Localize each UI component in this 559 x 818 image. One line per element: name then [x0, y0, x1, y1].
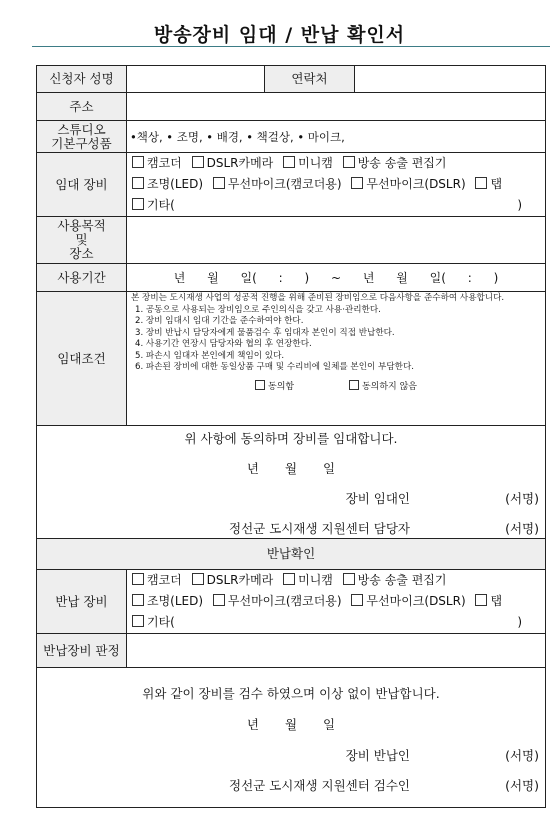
- conditions-list: [131, 305, 541, 374]
- contact-field[interactable]: [355, 66, 546, 93]
- return-option-camcorder[interactable]: 캠코더: [132, 573, 182, 587]
- checkbox-icon[interactable]: [213, 594, 225, 606]
- checkbox-icon[interactable]: [255, 380, 265, 390]
- purpose-label: 사용목적 및 장소: [37, 217, 127, 264]
- disagree-option[interactable]: 동의하지 않음: [349, 382, 417, 392]
- address-field[interactable]: [127, 93, 546, 121]
- conditions-intro: 본 장비는 도시재생 사업의 성공적 진행을 위해 준비된 장비임으로 다음사항을 준수하여 사용합니다.: [131, 293, 505, 303]
- return-option-led[interactable]: 조명(LED): [132, 594, 203, 608]
- inspector-signature[interactable]: (서명): [505, 778, 539, 793]
- renter-label: 장비 임대인: [345, 491, 410, 506]
- conditions-text: [127, 292, 546, 426]
- checkbox-icon[interactable]: [343, 156, 355, 168]
- returner-signature[interactable]: (서명): [505, 748, 539, 763]
- rental-other-close: ): [517, 198, 522, 212]
- condition-item: 6. 파손된 장비에 대한 동일상품 구매 및 수리비에 일체를 본인이 부담한다.: [135, 362, 414, 372]
- checkbox-icon[interactable]: [475, 177, 487, 189]
- renter-signature[interactable]: (서명): [505, 491, 539, 506]
- form-table: [36, 65, 546, 808]
- rental-option-minicam[interactable]: 미니캠: [283, 156, 333, 170]
- agree-option[interactable]: 동의함: [255, 382, 294, 392]
- return-section-header: 반납확인: [37, 539, 546, 570]
- rental-statement: 위 사항에 동의하며 장비를 임대합니다.: [184, 431, 398, 446]
- return-equipment-label: 반납 장비: [37, 570, 127, 634]
- agreement-options: [131, 380, 541, 394]
- return-option-dslr[interactable]: DSLR카메라: [192, 573, 274, 587]
- rental-equipment-row3: [132, 195, 540, 216]
- return-date[interactable]: 년 월 일: [246, 717, 336, 732]
- checkbox-icon[interactable]: [475, 594, 487, 606]
- rental-date[interactable]: 년 월 일: [246, 461, 336, 476]
- checkbox-icon[interactable]: [192, 573, 204, 585]
- period-label: 사용기간: [37, 264, 127, 292]
- contact-label: 연락처: [265, 66, 355, 93]
- checkbox-icon[interactable]: [132, 198, 144, 210]
- checkbox-icon[interactable]: [132, 615, 144, 627]
- checkbox-icon[interactable]: [351, 177, 363, 189]
- return-option-wireless-mic-camcorder[interactable]: 무선마이크(캠코더용): [213, 594, 342, 608]
- checkbox-icon[interactable]: [351, 594, 363, 606]
- rental-equipment-label: 임대 장비: [37, 153, 127, 217]
- address-label: 주소: [37, 93, 127, 121]
- rental-equipment-row2: [132, 174, 540, 195]
- studio-label-line1: 스튜디오: [57, 121, 106, 137]
- return-other-close: ): [517, 615, 522, 629]
- conditions-label: 임대조건: [37, 292, 127, 426]
- return-option-other[interactable]: 기타(: [132, 615, 175, 629]
- rental-option-led[interactable]: 조명(LED): [132, 177, 203, 191]
- checkbox-icon[interactable]: [349, 380, 359, 390]
- return-option-broadcast-editor[interactable]: 방송 송출 편집기: [343, 573, 447, 587]
- rental-option-broadcast-editor[interactable]: 방송 송출 편집기: [343, 156, 447, 170]
- checkbox-icon[interactable]: [283, 156, 295, 168]
- applicant-label: 신청자 성명: [37, 66, 127, 93]
- return-option-wireless-mic-dslr[interactable]: 무선마이크(DSLR): [351, 594, 465, 608]
- manager-label: 정선군 도시재생 지원센터 담당자: [229, 521, 410, 536]
- rental-equipment-options: [127, 153, 546, 217]
- condition-item: 4. 사용기간 연장시 담당자와 협의 후 연장한다.: [135, 339, 312, 349]
- document-title: 방송장비 임대 / 반납 확인서: [153, 24, 406, 46]
- returner-label: 장비 반납인: [345, 748, 410, 763]
- return-option-minicam[interactable]: 미니캠: [283, 573, 333, 587]
- return-judgement-field[interactable]: [127, 634, 546, 668]
- inspector-label: 정선군 도시재생 지원센터 검수인: [229, 778, 410, 793]
- return-equipment-row3: [132, 612, 540, 633]
- checkbox-icon[interactable]: [132, 594, 144, 606]
- manager-signature[interactable]: (서명): [505, 521, 539, 536]
- return-equipment-options: [127, 570, 546, 634]
- return-confirmation: [37, 668, 546, 808]
- checkbox-icon[interactable]: [343, 573, 355, 585]
- rental-option-tab[interactable]: 탭: [475, 177, 502, 191]
- condition-item: 1. 공동으로 사용되는 장비임으로 주인의식을 갖고 사용·관리한다.: [135, 304, 381, 315]
- rental-equipment-row1: [132, 153, 540, 174]
- return-option-tab[interactable]: 탭: [475, 594, 502, 608]
- checkbox-icon[interactable]: [213, 177, 225, 189]
- condition-item: 2. 장비 임대시 임대 기간을 준수하여야 한다.: [135, 316, 304, 326]
- studio-items: •책상, • 조명, • 배경, • 책걸상, • 마이크,: [127, 121, 546, 153]
- rental-option-camcorder[interactable]: 캠코더: [132, 156, 182, 170]
- rental-confirmation: [37, 426, 546, 539]
- checkbox-icon[interactable]: [132, 156, 144, 168]
- rental-option-dslr[interactable]: DSLR카메라: [192, 156, 274, 170]
- checkbox-icon[interactable]: [132, 177, 144, 189]
- condition-item: 3. 장비 반납시 담당자에게 물품검수 후 임대자 본인이 직접 반납한다.: [135, 327, 395, 338]
- rental-option-wireless-mic-camcorder[interactable]: 무선마이크(캠코더용): [213, 177, 342, 191]
- period-field[interactable]: 년 월 일( : ) ~ 년 월 일( : ): [127, 264, 546, 292]
- return-statement: 위와 같이 장비를 검수 하였으며 이상 없이 반납합니다.: [142, 686, 440, 701]
- purpose-field[interactable]: [127, 217, 546, 264]
- rental-option-wireless-mic-dslr[interactable]: 무선마이크(DSLR): [351, 177, 465, 191]
- studio-label-line2: 기본구성품: [51, 135, 112, 151]
- studio-label: [37, 121, 127, 153]
- checkbox-icon[interactable]: [132, 573, 144, 585]
- rental-option-other[interactable]: 기타(: [132, 198, 175, 212]
- applicant-field[interactable]: [127, 66, 265, 93]
- return-equipment-row1: [132, 570, 540, 591]
- return-equipment-row2: [132, 591, 540, 612]
- return-judgement-label: 반납장비 판정: [37, 634, 127, 668]
- checkbox-icon[interactable]: [192, 156, 204, 168]
- title-divider: [32, 46, 550, 47]
- condition-item: 5. 파손시 임대자 본인에게 책임이 있다.: [135, 350, 285, 361]
- checkbox-icon[interactable]: [283, 573, 295, 585]
